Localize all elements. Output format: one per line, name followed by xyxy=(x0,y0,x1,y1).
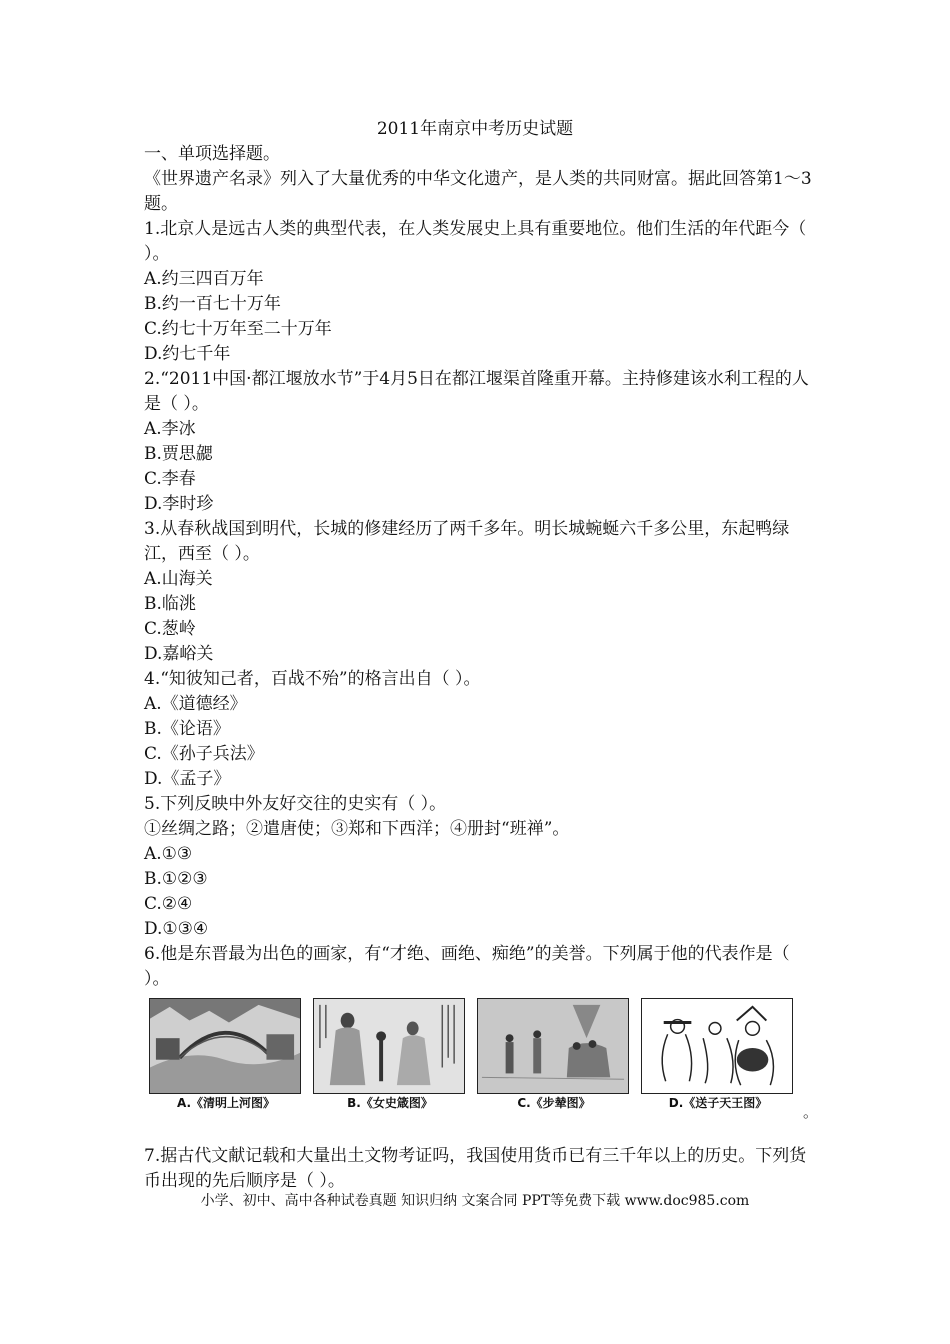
q1-option-a: A.约三四百万年 xyxy=(144,269,264,289)
document-body xyxy=(144,142,819,1194)
q2-option-a: A.李冰 xyxy=(144,419,196,439)
page-footer: 小学、初中、高中各种试卷真题 知识归纳 文案合同 PPT等免费下载 www.doc985.com xyxy=(200,1193,750,1209)
figure-c xyxy=(477,998,631,1111)
q4-option-d: D.《孟子》 xyxy=(144,769,231,789)
songzi-painting-image xyxy=(641,998,793,1094)
q4-option-a: A.《道德经》 xyxy=(144,694,247,714)
figure-d xyxy=(641,998,795,1111)
question-1-stem: 1.北京人是远古人类的典型代表，在人类发展史上具有重要地位。他们生活的年代距今（ ）。 xyxy=(144,219,807,264)
figure-b-caption: B.《女史箴图》 xyxy=(347,1096,433,1110)
figure-d-caption: D.《送子天王图》 xyxy=(668,1096,768,1110)
figure-c-caption: C.《步辇图》 xyxy=(517,1096,591,1110)
q5-option-d: D.①③④ xyxy=(144,919,209,939)
question-4-stem: 4.“知彼知己者，百战不殆”的格言出自（ ）。 xyxy=(144,669,481,689)
q2-option-d: D.李时珍 xyxy=(144,494,214,514)
q3-option-d: D.嘉峪关 xyxy=(144,644,214,664)
q5-option-a: A.①③ xyxy=(144,844,193,864)
nushizhen-painting-image xyxy=(313,998,465,1094)
bunian-painting-image xyxy=(477,998,629,1094)
figure-b xyxy=(313,998,467,1111)
q5-option-c: C.②④ xyxy=(144,894,193,914)
q4-option-c: C.《孙子兵法》 xyxy=(144,744,264,764)
q1-option-c: C.约七十万年至二十万年 xyxy=(144,319,332,339)
section-heading: 一、单项选择题。 xyxy=(144,144,280,164)
figure-row-period: 。 xyxy=(803,1103,819,1121)
question-2-stem: 2.“2011中国·都江堰放水节”于4月5日在都江堰渠首隆重开幕。主持修建该水利工程的人是（ ）。 xyxy=(144,369,809,414)
q3-option-c: C.葱岭 xyxy=(144,619,196,639)
figure-a xyxy=(149,998,303,1111)
figure-a-caption: A.《清明上河图》 xyxy=(176,1096,276,1110)
q5-option-b: B.①②③ xyxy=(144,869,208,889)
question-5-stem: 5.下列反映中外友好交往的史实有（ ）。 xyxy=(144,794,447,814)
q1-option-b: B.约一百七十万年 xyxy=(144,294,281,314)
q1-option-d: D.约七千年 xyxy=(144,344,231,364)
question-7-stem: 7.据古代文献记载和大量出土文物考证吗，我国使用货币已有三千年以上的历史。下列货币出现的先后顺序是（ ）。 xyxy=(144,1146,807,1191)
qingming-painting-image xyxy=(149,998,301,1094)
painting-figure-row xyxy=(141,996,821,1128)
q3-option-b: B.临洮 xyxy=(144,594,196,614)
q2-option-b: B.贾思勰 xyxy=(144,444,213,464)
intro-text: 《世界遗产名录》列入了大量优秀的中华文化遗产，是人类的共同财富。据此回答第1～3题。 xyxy=(144,169,812,214)
q3-option-a: A.山海关 xyxy=(144,569,213,589)
q4-option-b: B.《论语》 xyxy=(144,719,230,739)
question-6-stem: 6.他是东晋最为出色的画家，有“才绝、画绝、痴绝”的美誉。下列属于他的代表作是（ ）。 xyxy=(144,944,790,989)
question-3-stem: 3.从春秋战国到明代，长城的修建经历了两千多年。明长城蜿蜒六千多公里，东起鸭绿江，西至（ ）。 xyxy=(144,519,790,564)
q5-items: ①丝绸之路；②遣唐使；③郑和下西洋；④册封“班禅”。 xyxy=(144,819,570,839)
exam-title: 2011年南京中考历史试题 xyxy=(376,119,574,139)
q2-option-c: C.李春 xyxy=(144,469,196,489)
